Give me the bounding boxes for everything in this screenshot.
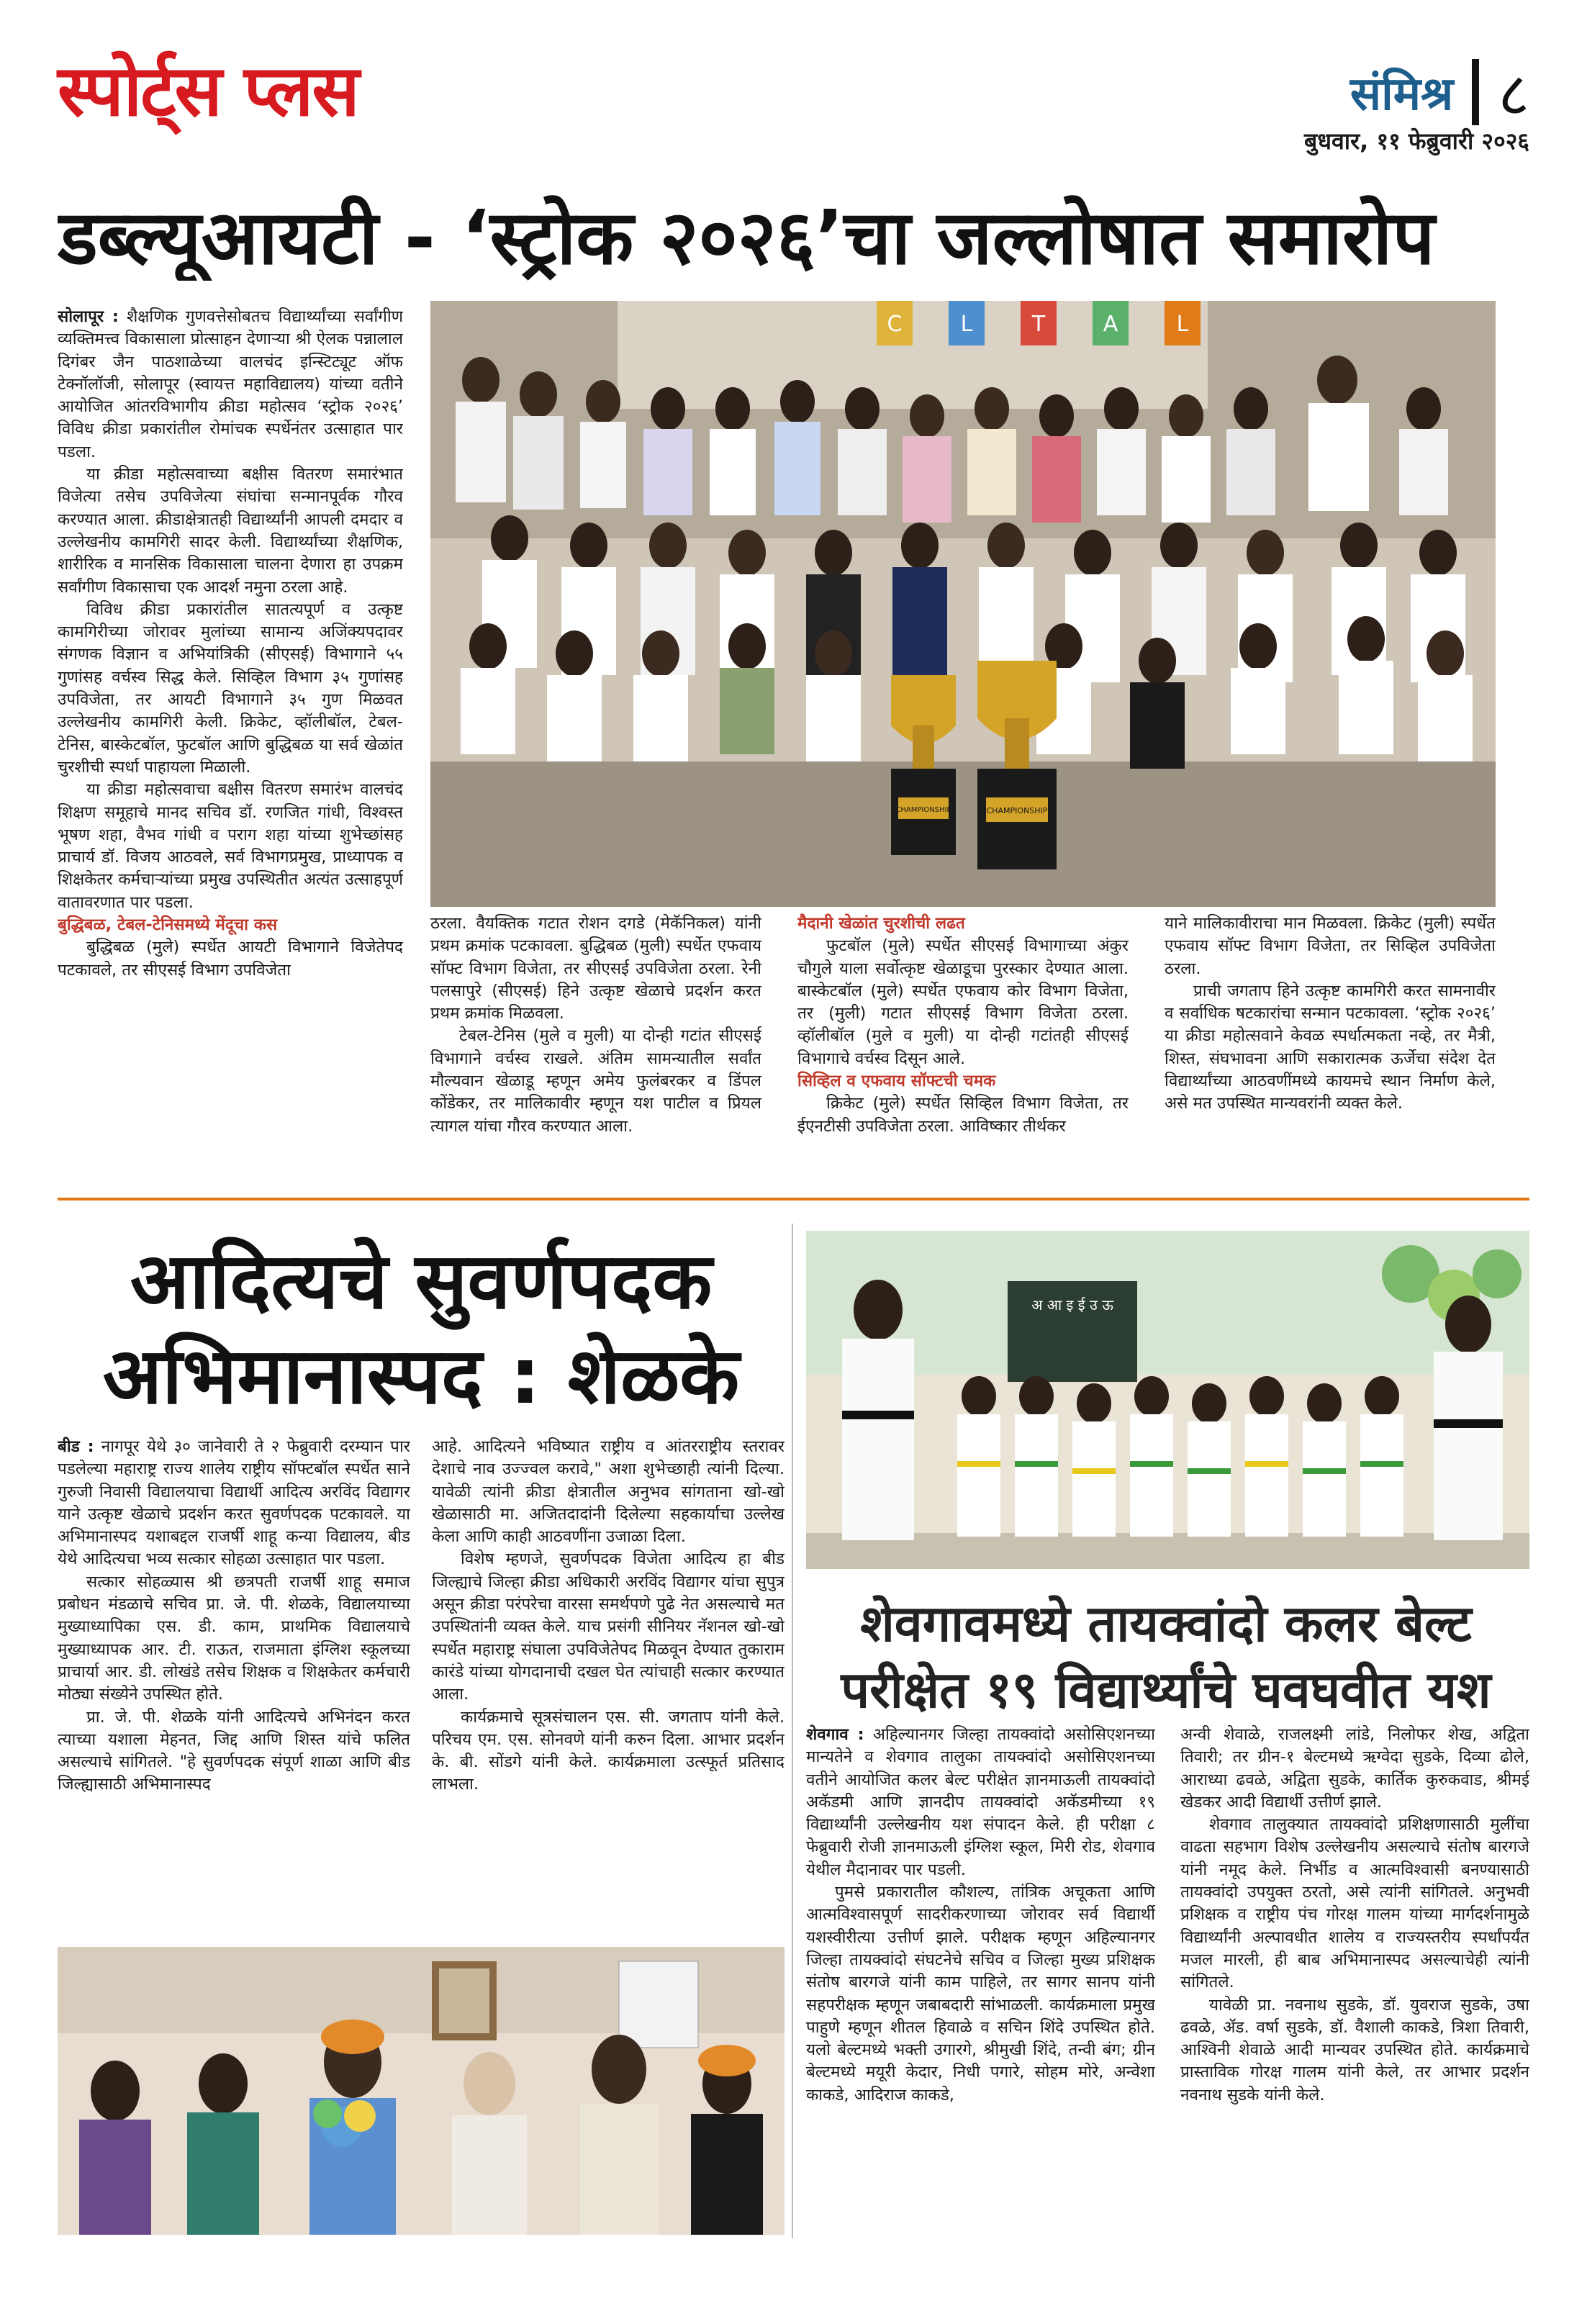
story1-paragraph: शैक्षणिक गुणवत्तेसोबतच विद्यार्थ्यांच्या सर्वांगीण व्यक्तिमत्त्व विकासाला प्रोत्साहन देणाऱ्या श्री ऐलक पन्नालाल दिगंबर जैन पाठशाळेच्या वालचंद इन्स्टिट्यूट ऑफ टेक्नॉलॉजी, सोलापूर (स्वायत्त महाविद्यालय) यांच्या वतीने आयोजित आंतरविभागीय क्रीडा महोत्सव ‘स्ट्रोक २०२६’ विविध क्रीडा प्रकारांतील रोमांचक स्पर्धेनंतर उत्साहात पार पडला.: [58, 307, 403, 461]
trophy-label: CHAMPIONSHIP: [895, 806, 951, 814]
story2-paragraph: प्रा. जे. पी. शेळके यांनी आदित्यचे अभिनंदन करत त्याच्या यशाला मेहनत, जिद्द आणि शिस्त यांचे फलित असल्याचे सांगितले. "हे सुवर्णपदक संपूर्ण शाळा आणि बीड जिल्ह्यासाठी अभिमानास्पद: [58, 1707, 410, 1794]
story2-paragraph: नागपूर येथे ३० जानेवारी ते २ फेब्रुवारी दरम्यान पार पडलेल्या महाराष्ट्र राज्य शालेय राष्ट्रीय सॉफ्टबॉल स्पर्धेत साने गुरुजी निवासी विद्यालयाचा विद्यार्थी आदित्य अरविंद विद्यागर याने उत्कृष्ट खेळाचे प्रदर्शन करत सुवर्णपदक पटकावले. या अभिमानास्पद यशाबद्दल राजर्षी शाहू कन्या विद्यालय, बीड येथे आदित्यचा भव्य सत्कार सोहळा उत्साहात पार पडला.: [58, 1437, 410, 1569]
section-divider: [58, 1198, 1529, 1201]
story1-paragraph: क्रिकेट (मुले) स्पर्धेत सिव्हिल विभाग विजेता, तर ईएनटीसी उपविजेता ठरला. आविष्कार तीर्थकर: [797, 1094, 1129, 1136]
story1-headline: डब्ल्यूआयटी - ‘स्ट्रोक २०२६’चा जल्लोषात समारोप: [58, 194, 1435, 281]
story2-paragraph: विशेष म्हणजे, सुवर्णपदक विजेता आदित्य हा बीड जिल्ह्याचे जिल्हा क्रीडा अधिकारी अरविंद विद्यागर यांचा सुपुत्र असून क्रीडा परंपरेचा वारसा समर्थपणे पुढे नेत असल्याचे मत उपस्थितांनी व्यक्त केले. याच प्रसंगी सीनियर नॅशनल खो-खो स्पर्धेत महाराष्ट्र संघाला उपविजेतेपद मिळवून देण्यात तुकाराम कारंडे यांच्या योगदानाची दखल घेत त्यांचाही सत्कार करण्यात आला.: [432, 1550, 785, 1704]
flag-letter: A: [1103, 312, 1118, 337]
flag-letter: C: [887, 312, 903, 337]
story1-subhead: बुद्धिबळ, टेबल-टेनिसमध्ये मेंदूचा कस: [58, 915, 278, 935]
story1-paragraph: फुटबॉल (मुले) स्पर्धेत सीएसई विभागाच्या अंकुर चौगुले याला सर्वोत्कृष्ट खेळाडूचा पुरस्कार देण्यात आला. बास्केटबॉल (मुले) स्पर्धेत एफवाय कोर विभाग विजेता, तर (मुली) गटात सीएसई विभाग विजेता ठरला. व्हॉलीबॉल (मुले व मुली) या दोन्ही गटांतही सीएसई विभागाचे वर्चस्व दिसून आले.: [797, 936, 1129, 1068]
flag-letter: L: [960, 312, 973, 337]
story2-felicitation-photo: [58, 1947, 785, 2235]
story3-headline: शेवगावमध्ये तायक्वांदो कलर बेल्ट परीक्षेत १९ विद्यार्थ्यांचे घवघवीत यश: [841, 1594, 1491, 1719]
story1-column-1: [58, 306, 403, 1180]
group-photo-illustration: [430, 301, 1496, 907]
story2-dateline: बीड :: [58, 1437, 94, 1456]
trophy-label: CHAMPIONSHIP: [986, 806, 1048, 815]
story1-paragraph: या क्रीडा महोत्सवाचा बक्षीस वितरण समारंभ वालचंद शिक्षण समूहाचे मानद सचिव डॉ. रणजित गांधी, विश्वस्त भूषण शहा, वैभव गांधी व पराग शहा यांच्या शुभेच्छांसह प्राचार्य डॉ. विजय आठवले, सर्व विभागप्रमुख, प्राध्यापक व शिक्षकेतर कर्मचाऱ्यांच्या प्रमुख उपस्थितीत अत्यंत उत्साहपूर्ण वातावरणात पार पडला.: [58, 780, 403, 912]
flag-letter: L: [1176, 312, 1189, 337]
story1-dateline: सोलापूर :: [58, 307, 119, 326]
story1-group-photo: [430, 301, 1496, 907]
story1-paragraph: विविध क्रीडा प्रकारांतील सातत्यपूर्ण व उत्कृष्ट कामगिरीच्या जोरावर मुलांच्या सामान्य अजिंक्यपदावर संगणक विज्ञान व अभियांत्रिकी (सीएसई) विभागाने ५५ गुणांसह वर्चस्व सिद्ध केले. सिव्हिल विभाग ३५ गुणांसह उपविजेता, तर आयटी विभागाने ३५ गुण मिळवत उल्लेखनीय कामगिरी केली. क्रिकेट, व्हॉलीबॉल, टेबल-टेनिस, बास्केटबॉल, फुटबॉल आणि बुद्धिबळ या सर्व खेळांत चुरशीची स्पर्धा पाहायला मिळाली.: [58, 600, 403, 777]
flag-letter: T: [1031, 312, 1046, 337]
story3-paragraph: अन्वी शेवाळे, राजलक्ष्मी लांडे, निलोफर शेख, अद्विता तिवारी; तर ग्रीन-१ बेल्टमध्ये ऋग्वेदा सुडके, दिव्या ढोले, आराध्या ढवळे, अद्विता सुडके, कार्तिक कुरुकवाड, श्रीमई खेडकर आदी विद्यार्थी उत्तीर्ण झाले.: [1180, 1725, 1529, 1812]
story3-paragraph: यावेळी प्रा. नवनाथ सुडके, डॉ. युवराज सुडके, उषा ढवळे, ॲड. वर्षा सुडके, डॉ. वैशाली काकडे, त्रिशा तिवारी, आश्विनी शेवाळे आदी मान्यवर उपस्थित होते. कार्यक्रमाचे प्रास्ताविक गोरक्ष गालम यांनी केले, तर आभार प्रदर्शन नवनाथ सुडके यांनी केले.: [1180, 1995, 1529, 2104]
story1-column-3: [797, 913, 1129, 1180]
story3-dateline: शेवगाव :: [806, 1725, 864, 1744]
story1-paragraph: या क्रीडा महोत्सवाच्या बक्षीस वितरण समारंभात विजेत्या तसेच उपविजेत्या संघांचा सन्मानपूर्वक गौरव करण्यात आला. क्रीडाक्षेत्रातही विद्यार्थ्यांनी आपली दमदार व उल्लेखनीय कामगिरी सादर केली. विद्यार्थ्यांच्या शैक्षणिक, शारीरिक व मानसिक विकासाला चालना देणारा हा उपक्रम सर्वांगीण विकासाचा एक आदर्श नमुना ठरला आहे.: [58, 465, 403, 597]
story2-column-1: [58, 1436, 410, 1925]
story1-paragraph: टेबल-टेनिस (मुले व मुली) या दोन्ही गटांत सीएसई विभागाने वर्चस्व राखले. अंतिम सामन्यातील सर्वांत मौल्यवान खेळाडू म्हणून अमेय फुलंबरकर व डिंपल कोंडेकर, तर मालिकावीर म्हणून यश पाटील व प्रियल त्यागल यांचा गौरव करण्यात आला.: [430, 1026, 761, 1136]
story3-paragraph: पुमसे प्रकारातील कौशल्य, तांत्रिक अचूकता आणि आत्मविश्वासपूर्ण सादरीकरणाच्या जोरावर सर्व विद्यार्थी यशस्वीरीत्या उत्तीर्ण झाले. परीक्षक म्हणून अहिल्यानगर जिल्हा तायक्वांदो संघटनेचे सचिव व जिल्हा मुख्य प्रशिक्षक संतोष बारगजे यांनी काम पाहिले, तर सागर सानप यांनी सहपरीक्षक म्हणून जबाबदारी सांभाळली. कार्यक्रमाला प्रमुख पाहुणे म्हणून शीतल हिवाळे व सचिन शिंदे उपस्थित होते. यलो बेल्टमध्ये भक्ती उगारगे, श्रीमुखी शिंदे, तन्वी बंग; ग्रीन बेल्टमध्ये मयूरी केदार, निधी पगारे, सोहम मोरे, अन्वेशा काकडे, आदिराज काकडे,: [806, 1883, 1155, 2104]
story3-column-1: [806, 1724, 1155, 2271]
story1-column-2: [430, 913, 761, 1180]
board-text: अ आ इ ई उ ऊ: [1031, 1296, 1113, 1314]
story1-paragraph: बुद्धिबळ (मुले) स्पर्धेत आयटी विभागाने विजेतेपद पटकावले, तर सीएसई विभाग उपविजेता: [58, 938, 403, 980]
story2-paragraph: सत्कार सोहळ्यास श्री छत्रपती राजर्षी शाहू समाज प्रबोधन मंडळाचे सचिव प्रा. जे. पी. शेळके, विद्यालयाच्या मुख्याध्यापिका एस. डी. काम, प्राथमिक विद्यालयाचे मुख्याध्यापक आर. टी. राऊत, राजमाता इंग्लिश स्कूलच्या प्राचार्या आर. डी. लोखंडे तसेच शिक्षक व शिक्षकेतर कर्मचारी मोठ्या संख्येने उपस्थित होते.: [58, 1572, 410, 1704]
story2-column-2: [432, 1436, 785, 1925]
story2-paragraph: कार्यक्रमाचे सूत्रसंचालन एस. सी. जगताप यांनी केले. परिचय एम. एस. सोनवणे यांनी करुन दिला. आभार प्रदर्शन के. बी. सोंडगे यांनी केले. कार्यक्रमाला उत्स्फूर्त प्रतिसाद लाभला.: [432, 1707, 785, 1794]
masthead-divider: [1472, 59, 1479, 125]
issue-date: बुधवार, ११ फेब्रुवारी २०२६: [1304, 127, 1529, 155]
story1-paragraph: प्राची जगताप हिने उत्कृष्ट कामगिरी करत सामनावीर व सर्वाधिक षटकारांचा सन्मान पटकावला. ‘स्ट्रोक २०२६’ या क्रीडा महोत्सवाने केवळ स्पर्धात्मकता नव्हे, तर मैत्री, शिस्त, संघभावना आणि सकारात्मक ऊर्जेचा संदेश देत विद्यार्थ्यांच्या आठवणींमध्ये कायमचे स्थान निर्माण केले, असे मत उपस्थित मान्यवरांनी व्यक्त केले.: [1165, 981, 1496, 1113]
taekwondo-photo-illustration: [806, 1231, 1529, 1569]
section-name: संमिश्र: [1349, 67, 1454, 121]
story3-paragraph: शेवगाव तालुक्यात तायक्वांदो प्रशिक्षणासाठी मुलींचा वाढता सहभाग विशेष उल्लेखनीय असल्याचे संतोष बारगजे यांनी नमूद केले. निर्भीड व आत्मविश्वासी बनण्यासाठी तायक्वांदो उपयुक्त ठरतो, असे त्यांनी सांगितले. अनुभवी प्रशिक्षक व राष्ट्रीय पंच गोरक्ष गालम यांच्या मार्गदर्शनामुळे विद्यार्थ्यांनी अल्पावधीत शालेय व राज्यस्तरीय स्पर्धांपर्यंत मजल मारली, ही बाब अभिमानास्पद असल्याचेही त्यांनी सांगितले.: [1180, 1815, 1529, 1992]
story3-column-2: [1180, 1724, 1529, 2271]
story1-subhead: सिव्हिल व एफवाय सॉफ्टची चमक: [797, 1072, 996, 1091]
page-number: ८: [1498, 59, 1529, 130]
story1-paragraph: ठरला. वैयक्तिक गटात रोशन दगडे (मेकॅनिकल) यांनी प्रथम क्रमांक पटकावला. बुद्धिबळ (मुली) स्पर्धेत एफवाय सॉफ्ट विभाग विजेता, तर सीएसई उपविजेता ठरला. रेनी पलसापुरे (सीएसई) हिने उत्कृष्ट खेळाचे प्रदर्शन करत प्रथम क्रमांक मिळवला.: [430, 914, 761, 1023]
masthead-brand: स्पोर्ट्स प्लस: [58, 50, 358, 132]
story2-paragraph: आहे. आदित्यने भविष्यात राष्ट्रीय व आंतरराष्ट्रीय स्तरावर देशाचे नाव उज्ज्वल करावे," अशा शुभेच्छाही त्यांनी दिल्या. यावेळी त्यांनी क्रीडा क्षेत्रातील अनुभव सांगताना खो-खो खेळासाठी मा. अजितदादांनी दिलेल्या सहकार्याचा उल्लेख केला आणि काही आठवणींना उजाळा दिला.: [432, 1437, 785, 1547]
story1-subhead: मैदानी खेळांत चुरशीची लढत: [797, 914, 965, 933]
masthead-right: [1350, 50, 1529, 133]
felicitation-photo-illustration: [58, 1947, 785, 2235]
story1-paragraph: याने मालिकावीराचा मान मिळवला. क्रिकेट (मुली) स्पर्धेत एफवाय सॉफ्ट विभाग विजेता, तर सिव्हिल उपविजेता ठरला.: [1165, 914, 1496, 978]
story3-taekwondo-photo: [806, 1231, 1529, 1569]
column-divider: [792, 1224, 793, 2238]
story3-paragraph: अहिल्यानगर जिल्हा तायक्वांदो असोसिएशनच्या मान्यतेने व शेवगाव तालुका तायक्वांदो असोसिएशनच्या वतीने आयोजित कलर बेल्ट परीक्षेत ज्ञानमाऊली तायक्वांदो अकॅडमी आणि ज्ञानदीप तायक्वांदो अकॅडमीच्या १९ विद्यार्थ्यांनी उल्लेखनीय यश संपादन केले. ही परीक्षा ८ फेब्रुवारी रोजी ज्ञानमाऊली इंग्लिश स्कूल, मिरी रोड, शेवगाव येथील मैदानावर पार पडली.: [806, 1725, 1155, 1879]
story2-headline: आदित्यचे सुवर्णपदक अभिमानास्पद : शेळके: [102, 1236, 740, 1421]
story1-column-4: [1165, 913, 1496, 1180]
